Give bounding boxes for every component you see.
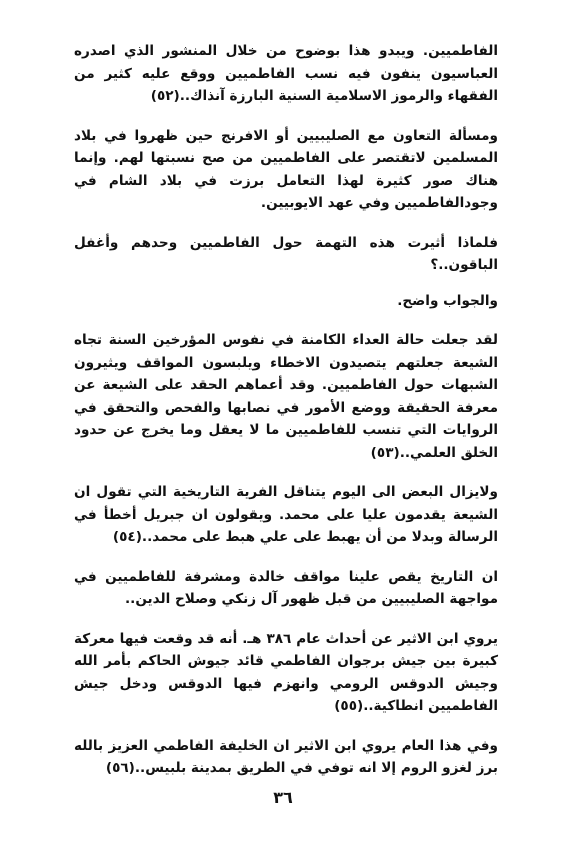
page-number: ٣٦ [273, 788, 293, 807]
paragraph-9: وفي هذا العام يروي ابن الاثير ان الخليفة الفاطمي العزيز بالله برز لغزو الروم إلا انه توفي في الطريق بمدينة بلبيس..(٥٦) [74, 737, 498, 776]
paragraph-8: يروي ابن الاثير عن أحداث عام ٣٨٦ هـ. أنه قد وقعت فيها معركة كبيرة بين جيش برجوان الفاطمي قائد جيوش الحاكم بأمر الله وجيش الدوقس الرومي وانهزم فيها الدوقس ودخل جيش الفاطميين انطاكية..(٥٥) [74, 630, 498, 714]
body-text [74, 40, 498, 797]
paragraph-3: فلماذا أثيرت هذه التهمة حول الفاطميين وحدهم وأغفل الباقون..؟ [74, 234, 498, 273]
paragraph-7: ان التاريخ يقص علينا مواقف خالدة ومشرفة للفاطميين في مواجهة الصليبيين من قبل ظهور آل زنكي وصلاح الدين.. [74, 568, 498, 607]
paragraph-5: لقد جعلت حالة العداء الكامنة في نفوس المؤرخين السنة تجاه الشيعة جعلتهم يتصيدون الاخطاء ويلبسون المواقف ويثيرون الشبهات حول الفاطميين. وقد أعماهم الحقد على الشيعة عن معرفة الحقيقة ووضع الأمور في نصابها والفحص والتحقق في الروايات التي تنسب للفاطميين ما لا يعقل وما يخرج عن حدود الخلق العلمي..(٥٣) [74, 332, 498, 461]
paragraph-1: الفاطميين. ويبدو هذا بوضوح من خلال المنشور الذي اصدره العباسيون ينفون فيه نسب الفاطميين ووقع عليه كثير من الفقهاء والرموز الاسلامية السنية البارزة آنذاك..(٥٢) [74, 43, 498, 104]
paragraph-4: والجواب واضح. [397, 292, 498, 309]
paragraph-2: ومسألة التعاون مع الصليبيين أو الافرنج حين ظهروا في بلاد المسلمين لاتقتصر على الفاطميين من صح نسبتها لهم. وإنما هناك صور كثيرة لهذا التعامل برزت في بلاد الشام في وجودالفاطميين وفي عهد الايوبيين. [74, 127, 498, 211]
paragraph-6: ولايزال البعض الى اليوم يتناقل الفرية التاريخية التي تقول ان الشيعة يقدمون عليا على محمد. ويقولون ان جبريل أخطأ في الرسالة وبدلا من أن يهبط على علي هبط على محمد..(٥٤) [74, 484, 498, 545]
